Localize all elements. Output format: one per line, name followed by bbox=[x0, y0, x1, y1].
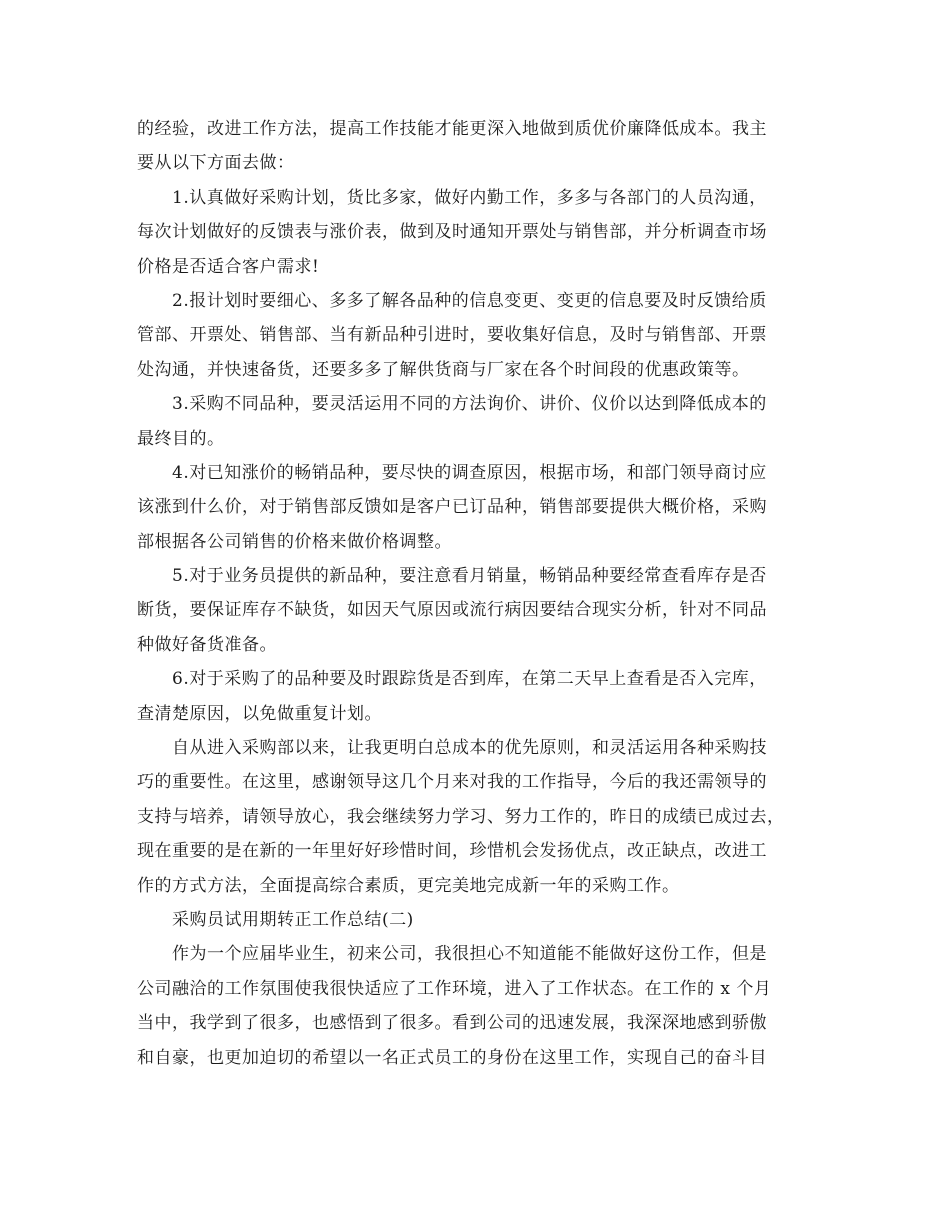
text-line: 自从进入采购部以来，让我更明白总成本的优先原则，和灵活运用各种采购技 bbox=[172, 738, 767, 759]
text-line: 作为一个应届毕业生，初来公司，我很担心不知道能不能做好这份工作，但是 bbox=[172, 944, 767, 965]
text-line: 公司融洽的工作氛围使我很快适应了工作环境，进入了工作状态。在工作的 x 个月 bbox=[137, 978, 772, 999]
text-line: 和自豪，也更加迫切的希望以一名正式员工的身份在这里工作，实现自己的奋斗目 bbox=[137, 1047, 767, 1068]
text-line: 巧的重要性。在这里，感谢领导这几个月来对我的工作指导，今后的我还需领导的 bbox=[137, 772, 767, 793]
text-line: 查清楚原因，以免做重复计划。 bbox=[137, 703, 382, 724]
document-page bbox=[137, 112, 817, 1075]
text-line: 现在重要的是在新的一年里好好珍惜时间，珍惜机会发扬优点，改正缺点，改进工 bbox=[137, 841, 767, 862]
text-line: 3.采购不同品种，要灵活运用不同的方法询价、讲价、仪价以达到降低成本的 bbox=[172, 394, 767, 415]
text-line: 当中，我学到了很多，也感悟到了很多。看到公司的迅速发展，我深深地感到骄傲 bbox=[137, 1013, 767, 1034]
text-line: 作的方式方法，全面提高综合素质，更完美地完成新一年的采购工作。 bbox=[137, 875, 680, 896]
text-line: 4.对已知涨价的畅销品种，要尽快的调查原因，根据市场，和部门领导商讨应 bbox=[172, 462, 767, 483]
text-line: 管部、开票处、销售部、当有新品种引进时，要收集好信息，及时与销售部、开票 bbox=[137, 325, 767, 346]
text-line: 支持与培养，请领导放心，我会继续努力学习、努力工作的，昨日的成绩已成过去， bbox=[137, 806, 785, 827]
text-line: 5.对于业务员提供的新品种，要注意看月销量，畅销品种要经常查看库存是否 bbox=[172, 566, 767, 587]
text-line: 价格是否适合客户需求! bbox=[137, 256, 320, 277]
text-line: 断货，要保证库存不缺货，如因天气原因或流行病因要结合现实分析，针对不同品 bbox=[137, 600, 767, 621]
text-line: 处沟通，并快速备货，还要多多了解供货商与厂家在各个时间段的优惠政策等。 bbox=[137, 359, 750, 380]
text-line: 1.认真做好采购计划，货比多家，做好内勤工作，多多与各部门的人员沟通， bbox=[172, 187, 767, 208]
text-line: 要从以下方面去做： bbox=[137, 153, 295, 174]
text-line: 6.对于采购了的品种要及时跟踪货是否到库，在第二天早上查看是否入完库， bbox=[172, 669, 767, 690]
text-line: 的经验，改进工作方法，提高工作技能才能更深入地做到质优价廉降低成本。我主 bbox=[137, 119, 767, 139]
text-line: 部根据各公司销售的价格来做价格调整。 bbox=[137, 531, 452, 552]
text-line: 该涨到什么价，对于销售部反馈如是客户已订品种，销售部要提供大概价格，采购 bbox=[137, 497, 767, 518]
text-line: 种做好备货准备。 bbox=[137, 634, 277, 655]
text-line: 每次计划做好的反馈表与涨价表，做到及时通知开票处与销售部，并分析调查市场 bbox=[137, 222, 767, 243]
text-line: 最终目的。 bbox=[137, 428, 225, 449]
text-line: 采购员试用期转正工作总结(二) bbox=[172, 909, 414, 930]
text-line: 2.报计划时要细心、多多了解各品种的信息变更、变更的信息要及时反馈给质 bbox=[172, 290, 767, 311]
